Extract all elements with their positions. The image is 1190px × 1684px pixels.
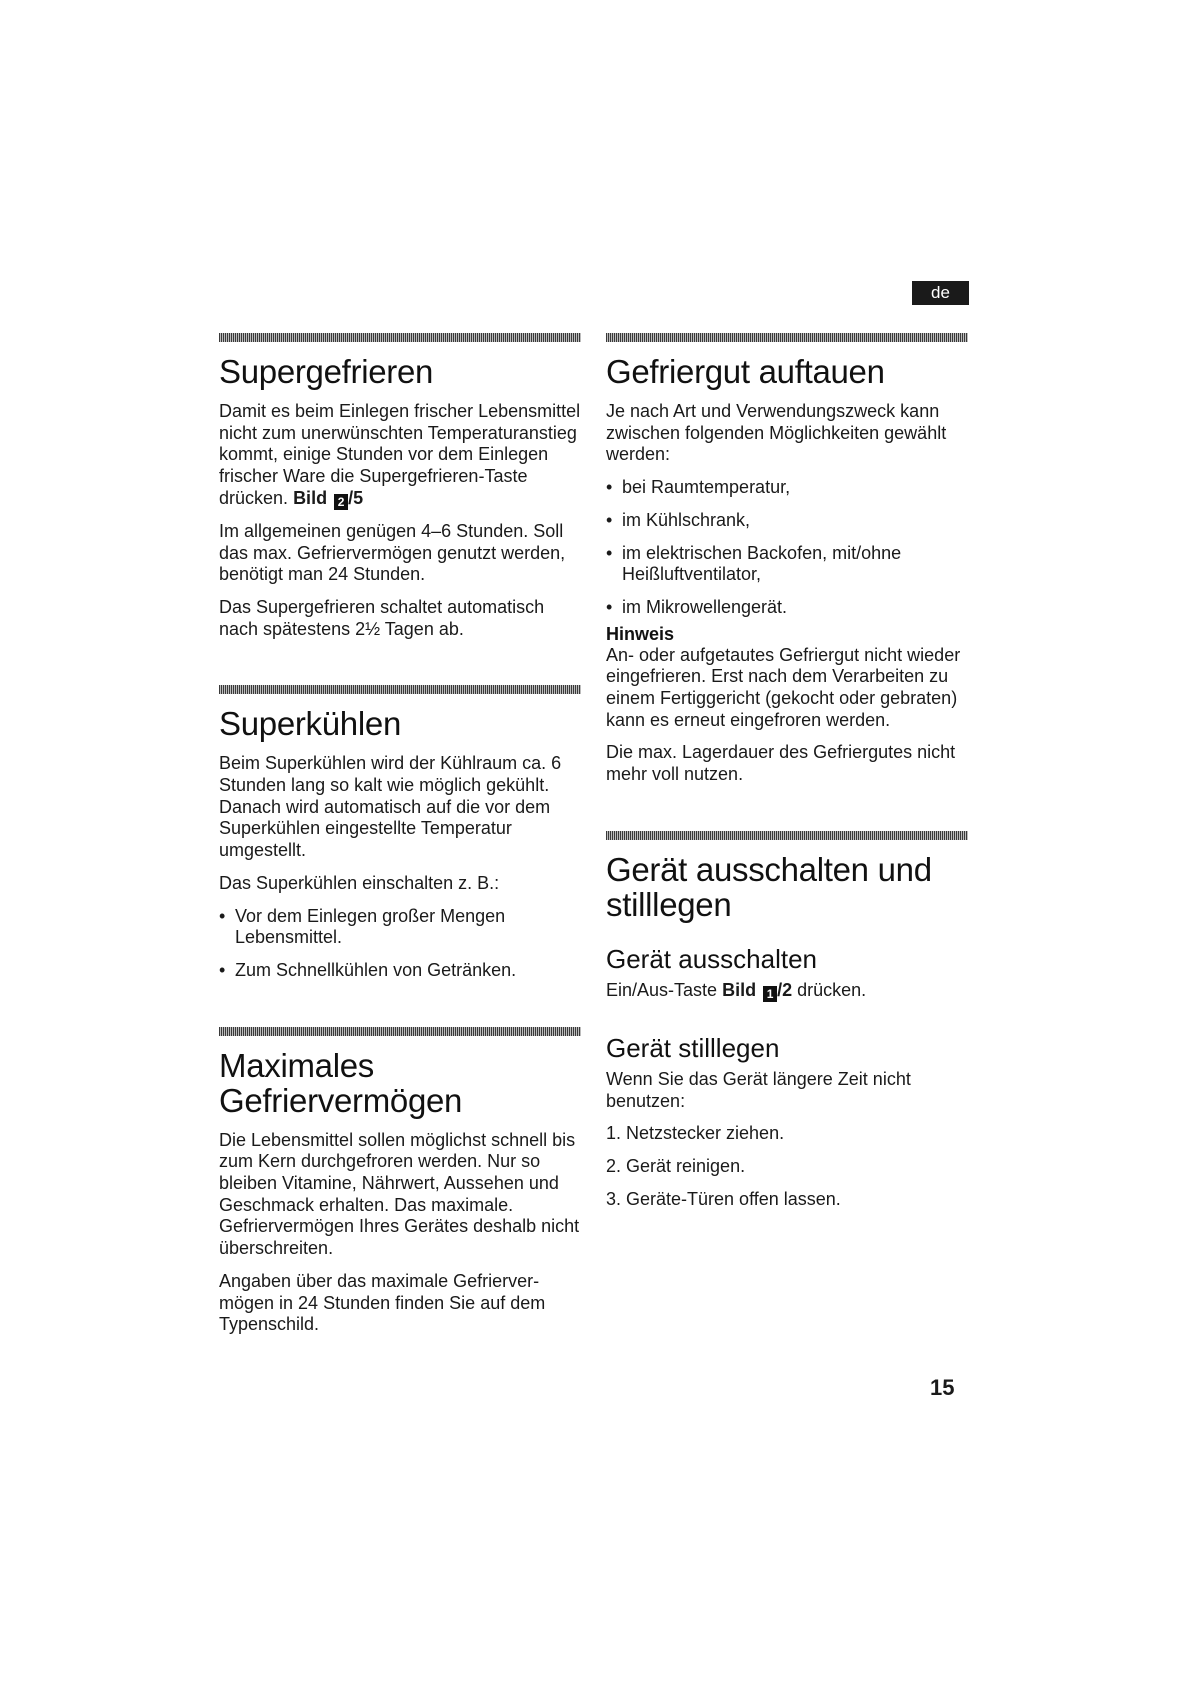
paragraph: Angaben über das maximale Gefriervermögen in 24 Stunden finden Sie auf dem Typenschild.	[219, 1270, 546, 1335]
section-geraet-ausschalten-stilllegen	[606, 831, 968, 1211]
paragraph: Im allgemeinen genügen 4–6 Stunden. Soll das max. Gefriervermögen genutzt werden, benötigt man 24 Stunden.	[219, 520, 566, 585]
figure-reference	[293, 488, 363, 508]
section-title-line: Gefriervermögen	[219, 1081, 463, 1119]
list-item	[606, 477, 968, 499]
section-title: Superkühlen	[219, 705, 402, 743]
section-title-line: stilllegen	[606, 885, 732, 923]
paragraph	[219, 401, 581, 510]
section-rule	[219, 1027, 581, 1036]
figure-reference-label: Bild	[722, 979, 757, 1000]
bullet-icon: •	[606, 477, 613, 498]
hint-heading: Hinweis	[606, 623, 675, 644]
list-item-text: im Kühlschrank,	[622, 509, 751, 530]
paragraph: Wenn Sie das Gerät längere Zeit nicht benutzen:	[606, 1068, 911, 1111]
list-item-text: Vor dem Einlegen großer Mengen Lebensmittel.	[235, 905, 506, 948]
figure-reference	[722, 980, 792, 1000]
paragraph: Die max. Lagerdauer des Gefriergutes nicht mehr voll nutzen.	[606, 742, 956, 785]
paragraph: Beim Superkühlen wird der Kühlraum ca. 6 Stunden lang so kalt wie möglich gekühlt. Danach wird automatisch auf die vor dem Superkühlen eingestellte Temperatur umgestellt.	[219, 753, 562, 861]
list-item: 3. Geräte-Türen offen lassen.	[606, 1188, 841, 1209]
paragraph-text: Ein/Aus-Taste	[606, 979, 718, 1000]
paragraph: Das Superkühlen einschalten z. B.:	[219, 872, 500, 893]
bullet-list	[606, 477, 968, 619]
section-supergefrieren	[219, 333, 581, 640]
paragraph-text: Damit es beim Einlegen frischer Lebensmittel nicht zum unerwünschten Temperaturanstieg kommt, einige Stunden vor dem Einlegen frischer Ware die Supergefrieren-Taste drücken.	[219, 401, 581, 508]
paragraph: Das Supergefrieren schaltet automatisch nach spätestens 2½ Tagen ab.	[219, 596, 545, 639]
list-item: 1. Netzstecker ziehen.	[606, 1123, 785, 1144]
list-item-text: im Mikrowellengerät.	[622, 596, 788, 617]
paragraph: An- oder aufgetautes Gefriergut nicht wieder eingefrieren. Erst nach dem Verarbeiten zu einem Fertiggericht (gekocht oder gebraten) kann es erneut eingefroren werden.	[606, 644, 961, 730]
figure-reference-suffix: /2	[777, 979, 793, 1000]
list-item	[606, 510, 968, 532]
list-item: 2. Gerät reinigen.	[606, 1155, 746, 1176]
figure-reference-suffix: /5	[348, 487, 364, 508]
figure-reference-label: Bild	[293, 487, 328, 508]
language-badge: de	[912, 281, 969, 305]
list-item-text: Zum Schnellkühlen von Getränken.	[235, 959, 517, 980]
list-item	[606, 597, 968, 619]
subsection-title: Gerät ausschalten	[606, 943, 818, 974]
paragraph	[606, 980, 968, 1002]
right-column	[606, 333, 968, 1221]
paragraph: Je nach Art und Verwendungszweck kann zwischen folgenden Möglichkeiten gewählt werden:	[606, 401, 947, 465]
section-rule	[219, 333, 581, 342]
bullet-icon: •	[219, 905, 226, 926]
section-maximales-gefriervermoegen	[219, 1027, 581, 1336]
list-item	[219, 960, 581, 982]
bullet-icon: •	[606, 542, 613, 563]
section-title: Supergefrieren	[219, 353, 434, 390]
paragraph: Die Lebensmittel sollen möglichst schnell bis zum Kern durchgefroren werden. Nur so bleiben Vitamine, Nährwert, Aussehen und Geschmack erhalten. Das maximale. Gefriervermögen Ihres Gerätes deshalb nicht überschreiten.	[219, 1129, 580, 1259]
bullet-list	[219, 906, 581, 982]
figure-number-badge: 2	[334, 494, 348, 510]
section-rule	[606, 333, 968, 342]
list-item-text: bei Raumtemperatur,	[622, 477, 791, 498]
section-title: Gefriergut auftauen	[606, 353, 885, 390]
subsection-title: Gerät stilllegen	[606, 1032, 780, 1063]
bullet-icon: •	[606, 596, 613, 617]
section-rule	[219, 685, 581, 694]
section-title-line: Maximales	[219, 1046, 375, 1084]
bullet-icon: •	[606, 509, 613, 530]
section-title	[219, 1048, 581, 1118]
bullet-icon: •	[219, 959, 226, 980]
section-rule	[606, 831, 968, 840]
paragraph-text: drücken.	[797, 979, 867, 1000]
section-title	[606, 852, 968, 922]
numbered-list	[606, 1123, 968, 1210]
list-item-text: im elektrischen Backofen, mit/ohne Heißluftventilator,	[622, 542, 902, 585]
section-superkuehlen	[219, 685, 581, 981]
figure-number-badge: 1	[763, 986, 777, 1002]
list-item	[606, 543, 968, 586]
section-gefriergut-auftauen	[606, 333, 968, 786]
page-number: 15	[930, 1375, 955, 1400]
list-item	[219, 906, 581, 949]
section-title-line: Gerät ausschalten und	[606, 850, 932, 888]
left-column	[219, 333, 581, 1347]
